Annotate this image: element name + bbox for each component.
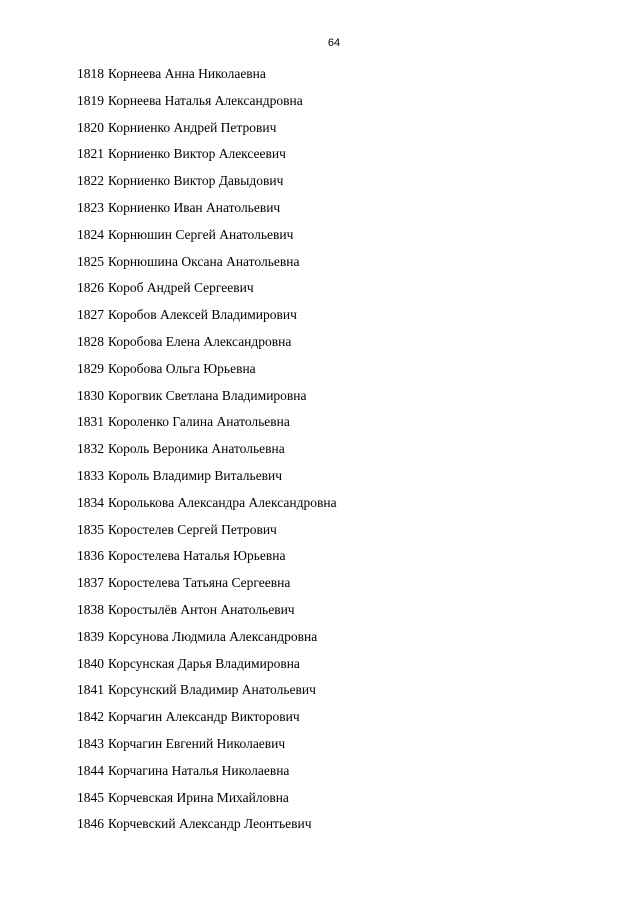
entry-name: Корчевская Ирина Михайловна — [108, 789, 289, 805]
entry-number: 1827 — [77, 307, 104, 323]
entry-number: 1835 — [77, 521, 104, 537]
entry-number: 1846 — [77, 816, 104, 832]
entry-name: Корсунская Дарья Владимировна — [108, 655, 300, 671]
entry-name: Корниенко Виктор Алексеевич — [108, 146, 286, 162]
entry-number: 1820 — [77, 119, 104, 135]
list-item — [77, 305, 337, 332]
entry-name: Король Владимир Витальевич — [108, 467, 283, 483]
entry-number: 1844 — [77, 762, 104, 778]
entry-name: Корниенко Андрей Петрович — [108, 119, 277, 135]
list-item — [77, 466, 337, 493]
entry-name: Корниенко Виктор Давыдович — [108, 173, 284, 189]
list-item — [77, 359, 337, 386]
entry-number: 1841 — [77, 682, 104, 698]
list-item — [77, 412, 337, 439]
entry-name: Коробова Ольга Юрьевна — [108, 360, 256, 376]
entry-name: Корнюшин Сергей Анатольевич — [108, 226, 294, 242]
list-item — [77, 198, 337, 225]
entry-list — [77, 64, 337, 841]
list-item — [77, 386, 337, 413]
entry-name: Король Вероника Анатольевна — [108, 441, 285, 457]
list-item — [77, 91, 337, 118]
entry-number: 1843 — [77, 735, 104, 751]
entry-name: Корчагин Александр Викторович — [108, 709, 300, 725]
list-item — [77, 171, 337, 198]
entry-number: 1834 — [77, 494, 104, 510]
list-item — [77, 600, 337, 627]
entry-name: Коростелева Наталья Юрьевна — [108, 548, 286, 564]
entry-name: Корнюшина Оксана Анатольевна — [108, 253, 300, 269]
entry-number: 1830 — [77, 387, 104, 403]
entry-number: 1818 — [77, 66, 104, 81]
entry-number: 1828 — [77, 333, 104, 349]
list-item — [77, 546, 337, 573]
entry-number: 1842 — [77, 709, 104, 725]
list-item — [77, 654, 337, 681]
entry-name: Корчагина Наталья Николаевна — [108, 762, 290, 778]
entry-number: 1839 — [77, 628, 104, 644]
list-item — [77, 439, 337, 466]
entry-name: Корчевский Александр Леонтьевич — [108, 816, 312, 832]
entry-number: 1819 — [77, 92, 104, 108]
entry-number: 1826 — [77, 280, 104, 296]
entry-number: 1824 — [77, 226, 104, 242]
entry-name: Королькова Александра Александровна — [108, 494, 337, 510]
entry-name: Корогвик Светлана Владимировна — [108, 387, 307, 403]
list-item — [77, 144, 337, 171]
entry-name: Корсунова Людмила Александровна — [108, 628, 318, 644]
entry-name: Коробов Алексей Владимирович — [108, 307, 297, 323]
entry-name: Коростылёв Антон Анатольевич — [108, 601, 295, 617]
entry-number: 1838 — [77, 601, 104, 617]
entry-name: Корсунский Владимир Анатольевич — [108, 682, 316, 698]
list-item — [77, 332, 337, 359]
list-item — [77, 788, 337, 815]
entry-number: 1823 — [77, 199, 104, 215]
entry-number: 1845 — [77, 789, 104, 805]
entry-name: Корнеева Наталья Александровна — [108, 92, 303, 108]
entry-number: 1822 — [77, 173, 104, 189]
list-item — [77, 627, 337, 654]
entry-number: 1832 — [77, 441, 104, 457]
entry-number: 1825 — [77, 253, 104, 269]
list-item — [77, 520, 337, 547]
list-item — [77, 118, 337, 145]
entry-name: Короб Андрей Сергеевич — [108, 280, 254, 296]
list-item — [77, 814, 337, 841]
entry-name: Корниенко Иван Анатольевич — [108, 199, 281, 215]
list-item — [77, 252, 337, 279]
entry-number: 1837 — [77, 575, 104, 591]
list-item — [77, 680, 337, 707]
entry-name: Коростелева Татьяна Сергеевна — [108, 575, 291, 591]
entry-number: 1821 — [77, 146, 104, 162]
list-item — [77, 278, 337, 305]
entry-name: Коробова Елена Александровна — [108, 333, 292, 349]
list-item — [77, 734, 337, 761]
list-item — [77, 493, 337, 520]
entry-name: Корчагин Евгений Николаевич — [108, 735, 286, 751]
list-item — [77, 707, 337, 734]
entry-number: 1836 — [77, 548, 104, 564]
entry-number: 1831 — [77, 414, 104, 430]
list-item — [77, 225, 337, 252]
entry-number: 1833 — [77, 467, 104, 483]
entry-number: 1840 — [77, 655, 104, 671]
entry-name: Коростелев Сергей Петрович — [108, 521, 277, 537]
entry-name: Короленко Галина Анатольевна — [108, 414, 290, 430]
list-item — [77, 573, 337, 600]
entry-number: 1829 — [77, 360, 104, 376]
list-item — [77, 64, 337, 91]
page-number: 64 — [327, 37, 341, 49]
entry-name: Корнеева Анна Николаевна — [108, 66, 266, 81]
list-item — [77, 761, 337, 788]
